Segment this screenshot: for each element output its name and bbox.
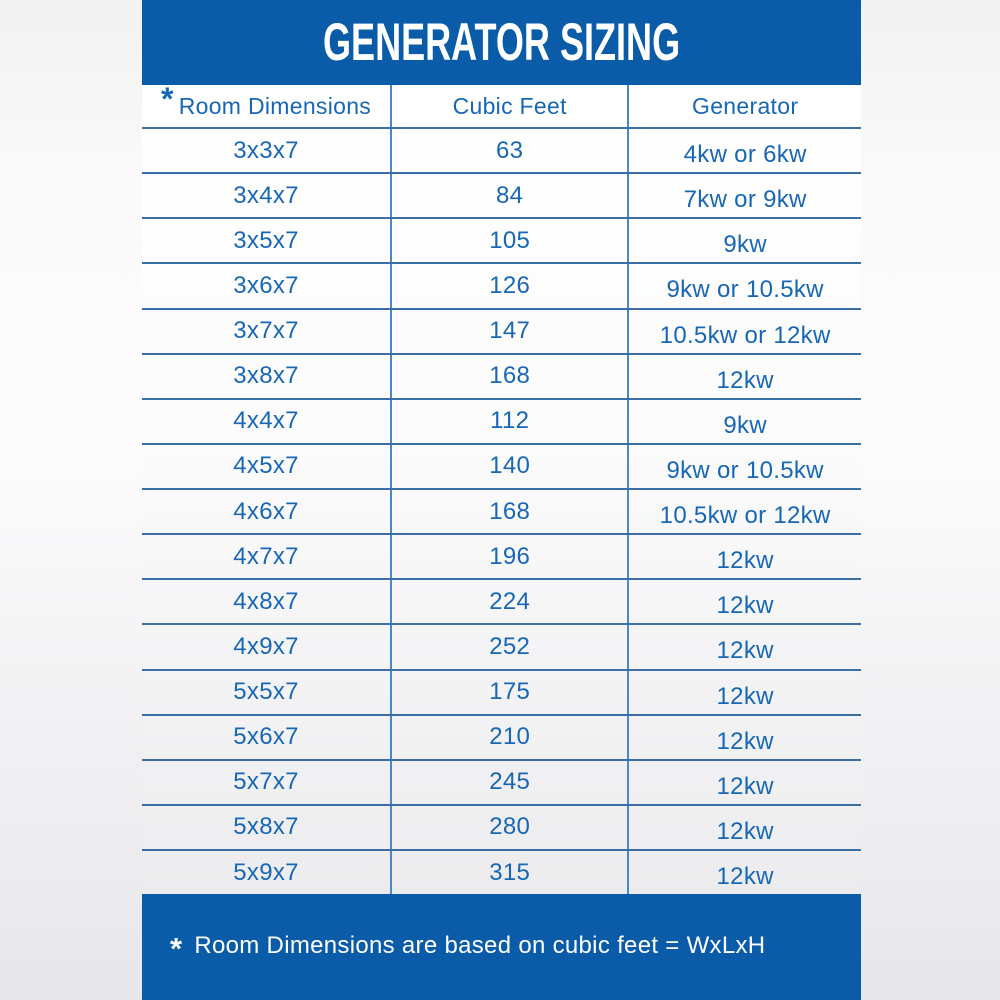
table-row — [142, 443, 861, 488]
cell-generator: 12kw — [627, 625, 861, 668]
cell-generator: 12kw — [627, 580, 861, 623]
cell-room-dimensions: 3x3x7 — [233, 136, 299, 164]
cell-cubic-feet: 63 — [390, 129, 627, 172]
cell-generator: 9kw or 10.5kw — [627, 264, 861, 307]
cell-room-dimensions: 4x9x7 — [233, 632, 299, 660]
cell-generator: 10.5kw or 12kw — [627, 310, 861, 353]
cell-cubic-feet: 105 — [390, 219, 627, 262]
cell-room-dimensions: 5x7x7 — [233, 768, 299, 796]
cell-room-dimensions: 3x4x7 — [233, 181, 299, 209]
cell-cubic-feet: 84 — [390, 174, 627, 217]
cell-generator: 12kw — [627, 671, 861, 714]
cell-room-dimensions: 3x7x7 — [233, 317, 299, 345]
cell-room-dimensions: 5x5x7 — [233, 678, 299, 706]
cell-room-dimensions: 4x7x7 — [233, 542, 299, 570]
cell-generator: 10.5kw or 12kw — [627, 490, 861, 533]
footnote-text: Room Dimensions are based on cubic feet = WxLxH — [194, 932, 766, 959]
cell-generator: 12kw — [627, 761, 861, 804]
page-title: GENERATOR SIZING — [322, 13, 681, 72]
header-room-dimensions-label: Room Dimensions — [178, 92, 372, 119]
cell-cubic-feet: 175 — [390, 671, 627, 714]
footnote-band — [142, 894, 861, 1000]
sizing-table — [142, 85, 861, 894]
cell-cubic-feet: 210 — [390, 716, 627, 759]
table-row — [142, 172, 861, 217]
table-row — [142, 759, 861, 804]
cell-room-dimensions: 3x5x7 — [233, 226, 299, 254]
table-row — [142, 578, 861, 623]
cell-cubic-feet: 126 — [390, 264, 627, 307]
generator-sizing-panel — [142, 0, 861, 1000]
table-row — [142, 714, 861, 759]
table-row — [142, 262, 861, 307]
header-generator: Generator — [627, 85, 861, 127]
table-row — [142, 353, 861, 398]
table-row — [142, 488, 861, 533]
cell-cubic-feet: 245 — [390, 761, 627, 804]
cell-room-dimensions: 4x8x7 — [233, 587, 299, 615]
cell-generator: 12kw — [627, 535, 861, 578]
cell-cubic-feet: 280 — [390, 806, 627, 849]
cell-room-dimensions: 4x6x7 — [233, 497, 299, 525]
cell-cubic-feet: 252 — [390, 625, 627, 668]
cell-room-dimensions: 4x4x7 — [233, 407, 299, 435]
cell-room-dimensions: 5x6x7 — [233, 723, 299, 751]
cell-generator: 12kw — [627, 851, 861, 894]
cell-generator: 12kw — [627, 355, 861, 398]
cell-room-dimensions: 3x6x7 — [233, 271, 299, 299]
table-row — [142, 217, 861, 262]
table-row — [142, 398, 861, 443]
cell-cubic-feet: 112 — [390, 400, 627, 443]
cell-cubic-feet: 315 — [390, 851, 627, 894]
table-row — [142, 308, 861, 353]
cell-cubic-feet: 140 — [390, 445, 627, 488]
cell-generator: 9kw — [627, 219, 861, 262]
table-row — [142, 533, 861, 578]
cell-room-dimensions: 3x8x7 — [233, 362, 299, 390]
table-row — [142, 623, 861, 668]
title-band — [142, 0, 861, 85]
table-row — [142, 804, 861, 849]
cell-cubic-feet: 224 — [390, 580, 627, 623]
cell-room-dimensions: 5x9x7 — [233, 858, 299, 886]
cell-cubic-feet: 147 — [390, 310, 627, 353]
cell-generator: 12kw — [627, 716, 861, 759]
header-cubic-feet: Cubic Feet — [390, 85, 627, 127]
table-row — [142, 669, 861, 714]
cell-cubic-feet: 196 — [390, 535, 627, 578]
cell-room-dimensions: 5x8x7 — [233, 813, 299, 841]
cell-generator: 12kw — [627, 806, 861, 849]
cell-generator: 7kw or 9kw — [627, 174, 861, 217]
cell-room-dimensions: 4x5x7 — [233, 452, 299, 480]
table-row — [142, 127, 861, 172]
cell-cubic-feet: 168 — [390, 355, 627, 398]
table-row — [142, 849, 861, 894]
footnote: * Room Dimensions are based on cubic feet = WxLxH — [170, 931, 766, 966]
table-header-row — [142, 85, 861, 127]
cell-generator: 9kw — [627, 400, 861, 443]
cell-generator: 9kw or 10.5kw — [627, 445, 861, 488]
header-room-dimensions: * Room Dimensions — [160, 85, 372, 119]
cell-cubic-feet: 168 — [390, 490, 627, 533]
cell-generator: 4kw or 6kw — [627, 129, 861, 172]
